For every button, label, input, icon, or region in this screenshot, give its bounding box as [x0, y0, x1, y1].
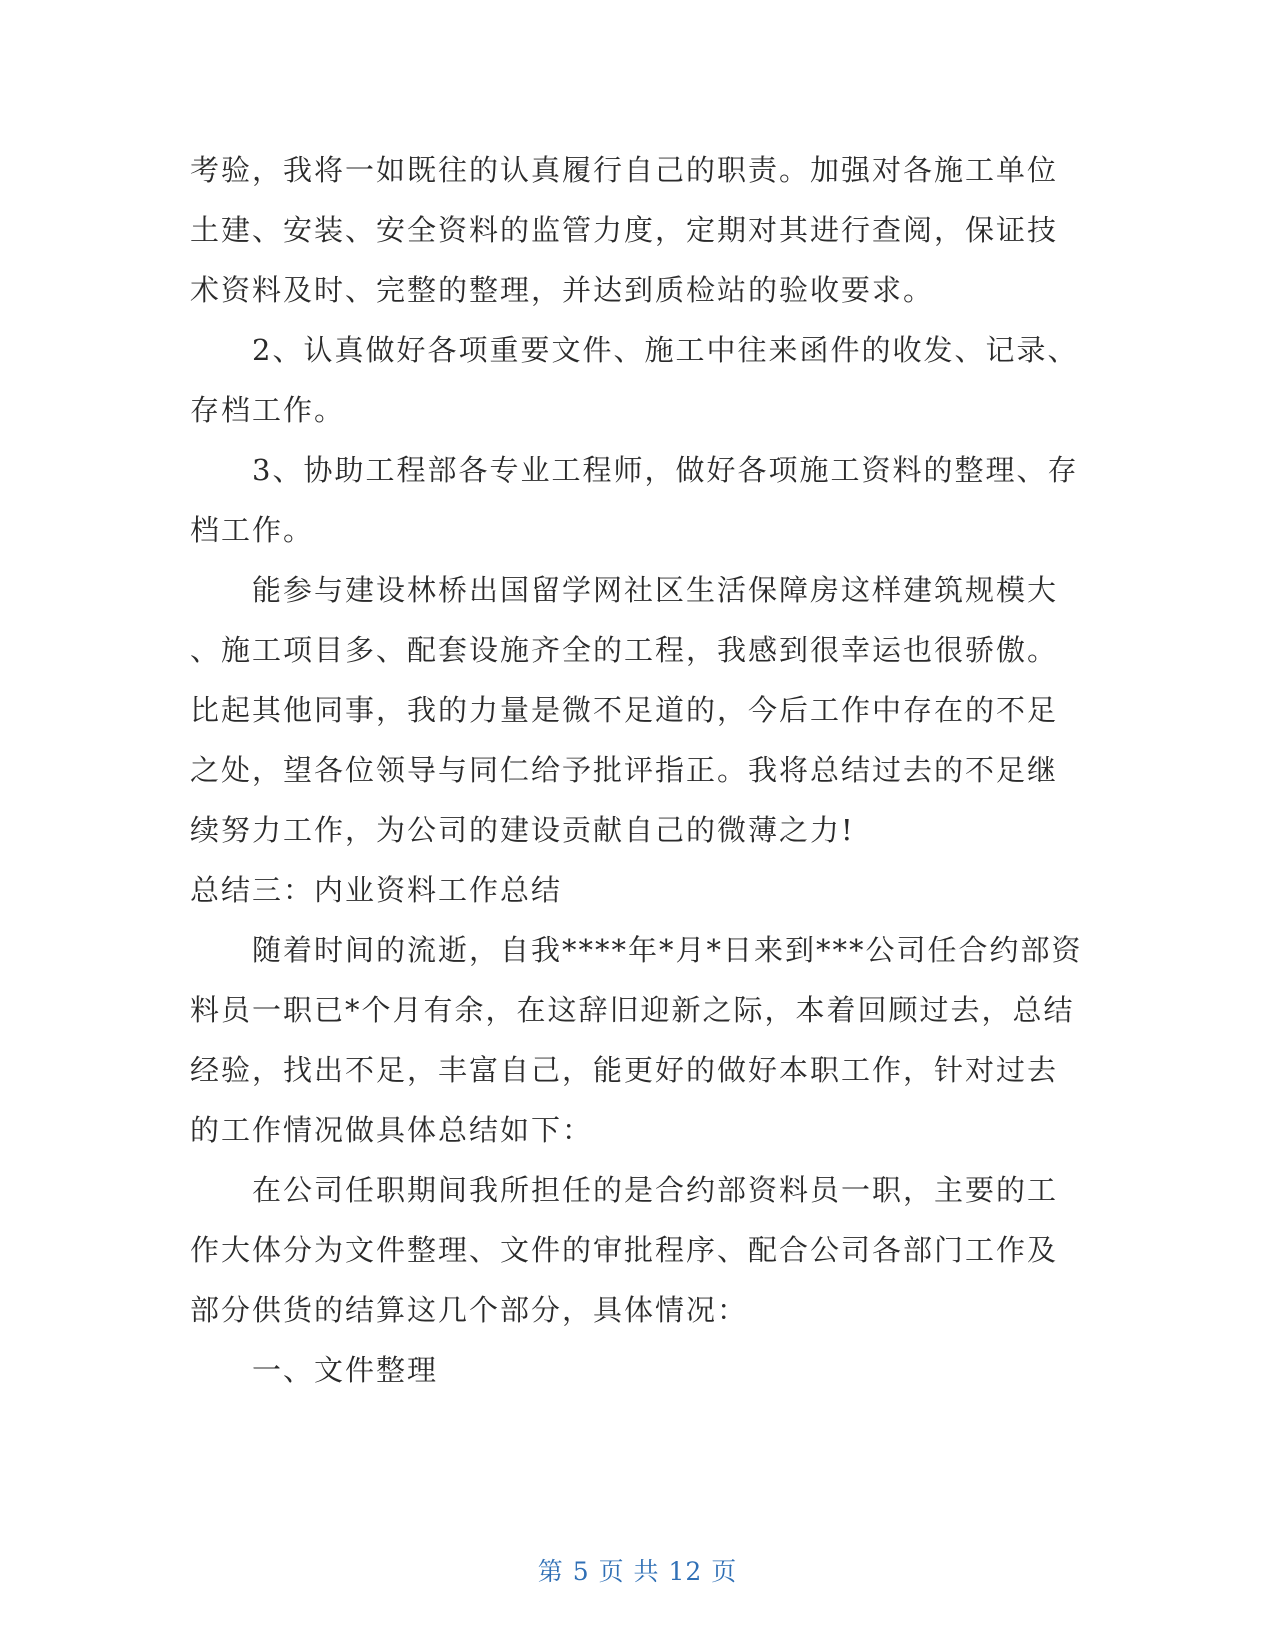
text-line: 土建、安装、安全资料的监管力度，定期对其进行查阅，保证技 — [190, 213, 1059, 247]
text-line: 在公司任职期间我所担任的是合约部资料员一职，主要的工 — [190, 1173, 1059, 1207]
page-number-footer: 第 5 页 共 12 页 — [537, 1557, 738, 1586]
text-line: 能参与建设林桥出国留学网社区生活保障房这样建筑规模大 — [190, 573, 1059, 607]
text-line: 考验，我将一如既往的认真履行自己的职责。加强对各施工单位 — [190, 153, 1059, 187]
text-line: 之处，望各位领导与同仁给予批评指正。我将总结过去的不足继 — [190, 753, 1059, 787]
subsection-heading: 一、文件整理 — [190, 1353, 439, 1387]
text-line: 经验，找出不足，丰富自己，能更好的做好本职工作，针对过去 — [190, 1053, 1059, 1087]
text-line: 术资料及时、完整的整理，并达到质检站的验收要求。 — [190, 273, 935, 307]
text-line: 比起其他同事，我的力量是微不足道的，今后工作中存在的不足 — [190, 693, 1059, 727]
text-line: 、施工项目多、配套设施齐全的工程，我感到很幸运也很骄傲。 — [190, 633, 1059, 667]
text-line: 2、认真做好各项重要文件、施工中往来函件的收发、记录、 — [190, 333, 1079, 367]
text-line: 档工作。 — [190, 513, 315, 547]
text-line: 作大体分为文件整理、文件的审批程序、配合公司各部门工作及 — [190, 1233, 1059, 1267]
text-line: 料员一职已*个月有余，在这辞旧迎新之际，本着回顾过去，总结 — [190, 993, 1075, 1027]
text-line: 的工作情况做具体总结如下： — [190, 1113, 594, 1147]
document-body — [190, 140, 1085, 1400]
text-line: 3、协助工程部各专业工程师，做好各项施工资料的整理、存 — [190, 453, 1079, 487]
section-heading: 总结三：内业资料工作总结 — [190, 873, 563, 907]
text-line: 存档工作。 — [190, 393, 346, 427]
text-line: 随着时间的流逝，自我****年*月*日来到***公司任合约部资 — [190, 933, 1083, 967]
text-line: 续努力工作，为公司的建设贡献自己的微薄之力! — [190, 813, 855, 847]
text-line: 部分供货的结算这几个部分，具体情况： — [190, 1293, 749, 1327]
